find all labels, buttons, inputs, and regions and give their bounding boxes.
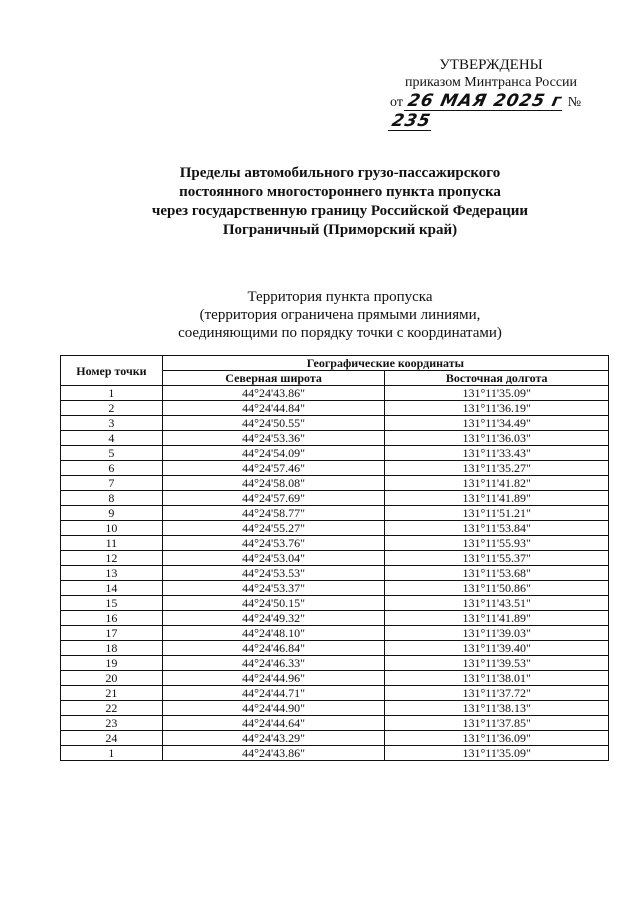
table-row bbox=[61, 476, 609, 491]
point-number-cell: 14 bbox=[61, 581, 163, 596]
point-number-cell: 4 bbox=[61, 431, 163, 446]
subtitle-line: (территория ограничена прямыми линиями, bbox=[199, 307, 481, 323]
point-number-cell: 11 bbox=[61, 536, 163, 551]
latitude-cell: 44°24'50.15" bbox=[162, 596, 385, 611]
longitude-cell: 131°11'36.03" bbox=[385, 431, 609, 446]
title-line: постоянного многостороннего пункта пропуска bbox=[179, 184, 501, 200]
point-number-cell: 18 bbox=[61, 641, 163, 656]
point-number-cell: 10 bbox=[61, 521, 163, 536]
latitude-cell: 44°24'53.76" bbox=[162, 536, 385, 551]
point-number-cell: 20 bbox=[61, 671, 163, 686]
latitude-cell: 44°24'53.53" bbox=[162, 566, 385, 581]
document-title bbox=[120, 164, 560, 240]
latitude-cell: 44°24'46.33" bbox=[162, 656, 385, 671]
table-row bbox=[61, 506, 609, 521]
table-row bbox=[61, 536, 609, 551]
point-number-cell: 17 bbox=[61, 626, 163, 641]
latitude-cell: 44°24'44.71" bbox=[162, 686, 385, 701]
subtitle-line: Территория пункта пропуска bbox=[247, 289, 433, 305]
longitude-cell: 131°11'39.40" bbox=[385, 641, 609, 656]
number-label: № bbox=[567, 95, 582, 110]
table-row bbox=[61, 551, 609, 566]
table-row bbox=[61, 671, 609, 686]
table-row bbox=[61, 566, 609, 581]
latitude-cell: 44°24'44.90" bbox=[162, 701, 385, 716]
point-number-cell: 21 bbox=[61, 686, 163, 701]
longitude-cell: 131°11'38.13" bbox=[385, 701, 609, 716]
latitude-cell: 44°24'58.77" bbox=[162, 506, 385, 521]
coordinates-table bbox=[60, 355, 609, 761]
point-number-header: Номер точки bbox=[61, 356, 163, 386]
subtitle-line: соединяющими по порядку точки с координатами) bbox=[178, 325, 502, 341]
table-row bbox=[61, 641, 609, 656]
point-number-cell: 22 bbox=[61, 701, 163, 716]
point-number-cell: 6 bbox=[61, 461, 163, 476]
longitude-cell: 131°11'39.53" bbox=[385, 656, 609, 671]
longitude-cell: 131°11'38.01" bbox=[385, 671, 609, 686]
longitude-cell: 131°11'43.51" bbox=[385, 596, 609, 611]
point-number-cell: 2 bbox=[61, 401, 163, 416]
latitude-cell: 44°24'44.96" bbox=[162, 671, 385, 686]
point-number-cell: 1 bbox=[61, 386, 163, 401]
table-row bbox=[61, 461, 609, 476]
table-row bbox=[61, 386, 609, 401]
point-number-cell: 24 bbox=[61, 731, 163, 746]
longitude-cell: 131°11'53.68" bbox=[385, 566, 609, 581]
longitude-cell: 131°11'34.49" bbox=[385, 416, 609, 431]
point-number-cell: 15 bbox=[61, 596, 163, 611]
latitude-cell: 44°24'53.37" bbox=[162, 581, 385, 596]
point-number-cell: 7 bbox=[61, 476, 163, 491]
table-row bbox=[61, 446, 609, 461]
longitude-cell: 131°11'39.03" bbox=[385, 626, 609, 641]
geo-coordinates-header: Географические координаты bbox=[162, 356, 608, 371]
longitude-cell: 131°11'50.86" bbox=[385, 581, 609, 596]
latitude-cell: 44°24'43.29" bbox=[162, 731, 385, 746]
latitude-cell: 44°24'57.69" bbox=[162, 491, 385, 506]
latitude-cell: 44°24'46.84" bbox=[162, 641, 385, 656]
point-number-cell: 3 bbox=[61, 416, 163, 431]
table-row bbox=[61, 716, 609, 731]
longitude-cell: 131°11'53.84" bbox=[385, 521, 609, 536]
point-number-cell: 23 bbox=[61, 716, 163, 731]
longitude-cell: 131°11'37.85" bbox=[385, 716, 609, 731]
approval-block bbox=[386, 56, 596, 92]
longitude-cell: 131°11'35.09" bbox=[385, 746, 609, 761]
latitude-cell: 44°24'43.86" bbox=[162, 746, 385, 761]
handwritten-order-number: 235 bbox=[389, 111, 433, 131]
latitude-cell: 44°24'49.32" bbox=[162, 611, 385, 626]
latitude-cell: 44°24'50.55" bbox=[162, 416, 385, 431]
coordinates-body bbox=[61, 386, 609, 761]
longitude-cell: 131°11'35.27" bbox=[385, 461, 609, 476]
table-row bbox=[61, 701, 609, 716]
table-row bbox=[61, 596, 609, 611]
table-row bbox=[61, 686, 609, 701]
longitude-cell: 131°11'41.89" bbox=[385, 491, 609, 506]
table-row bbox=[61, 746, 609, 761]
latitude-header: Северная широта bbox=[162, 371, 385, 386]
table-row bbox=[61, 626, 609, 641]
longitude-cell: 131°11'37.72" bbox=[385, 686, 609, 701]
handwritten-date: 26 МАЯ 2025 г bbox=[406, 91, 565, 111]
table-row bbox=[61, 656, 609, 671]
longitude-cell: 131°11'35.09" bbox=[385, 386, 609, 401]
latitude-cell: 44°24'57.46" bbox=[162, 461, 385, 476]
from-label: от bbox=[390, 95, 403, 110]
longitude-cell: 131°11'33.43" bbox=[385, 446, 609, 461]
longitude-cell: 131°11'55.93" bbox=[385, 536, 609, 551]
latitude-cell: 44°24'53.36" bbox=[162, 431, 385, 446]
table-row bbox=[61, 431, 609, 446]
title-line: через государственную границу Российской Федерации bbox=[151, 203, 529, 219]
table-row bbox=[61, 611, 609, 626]
point-number-cell: 1 bbox=[61, 746, 163, 761]
latitude-cell: 44°24'48.10" bbox=[162, 626, 385, 641]
latitude-cell: 44°24'44.64" bbox=[162, 716, 385, 731]
latitude-cell: 44°24'54.09" bbox=[162, 446, 385, 461]
point-number-cell: 8 bbox=[61, 491, 163, 506]
point-number-cell: 13 bbox=[61, 566, 163, 581]
order-line: приказом Минтранса России bbox=[404, 75, 578, 90]
table-row bbox=[61, 581, 609, 596]
longitude-header: Восточная долгота bbox=[385, 371, 609, 386]
table-row bbox=[61, 416, 609, 431]
latitude-cell: 44°24'44.84" bbox=[162, 401, 385, 416]
latitude-cell: 44°24'55.27" bbox=[162, 521, 385, 536]
longitude-cell: 131°11'41.89" bbox=[385, 611, 609, 626]
section-subtitle bbox=[140, 288, 540, 342]
point-number-cell: 12 bbox=[61, 551, 163, 566]
table-row bbox=[61, 491, 609, 506]
table-row bbox=[61, 401, 609, 416]
point-number-cell: 16 bbox=[61, 611, 163, 626]
approved-heading: УТВЕРЖДЕНЫ bbox=[439, 57, 543, 73]
point-number-cell: 5 bbox=[61, 446, 163, 461]
latitude-cell: 44°24'58.08" bbox=[162, 476, 385, 491]
point-number-cell: 19 bbox=[61, 656, 163, 671]
longitude-cell: 131°11'41.82" bbox=[385, 476, 609, 491]
order-date-line bbox=[390, 92, 610, 132]
latitude-cell: 44°24'43.86" bbox=[162, 386, 385, 401]
longitude-cell: 131°11'51.21" bbox=[385, 506, 609, 521]
title-line: Пограничный (Приморский край) bbox=[222, 222, 458, 238]
longitude-cell: 131°11'36.09" bbox=[385, 731, 609, 746]
point-number-cell: 9 bbox=[61, 506, 163, 521]
longitude-cell: 131°11'55.37" bbox=[385, 551, 609, 566]
table-row bbox=[61, 521, 609, 536]
table-row bbox=[61, 731, 609, 746]
longitude-cell: 131°11'36.19" bbox=[385, 401, 609, 416]
title-line: Пределы автомобильного грузо-пассажирского bbox=[179, 165, 501, 181]
latitude-cell: 44°24'53.04" bbox=[162, 551, 385, 566]
